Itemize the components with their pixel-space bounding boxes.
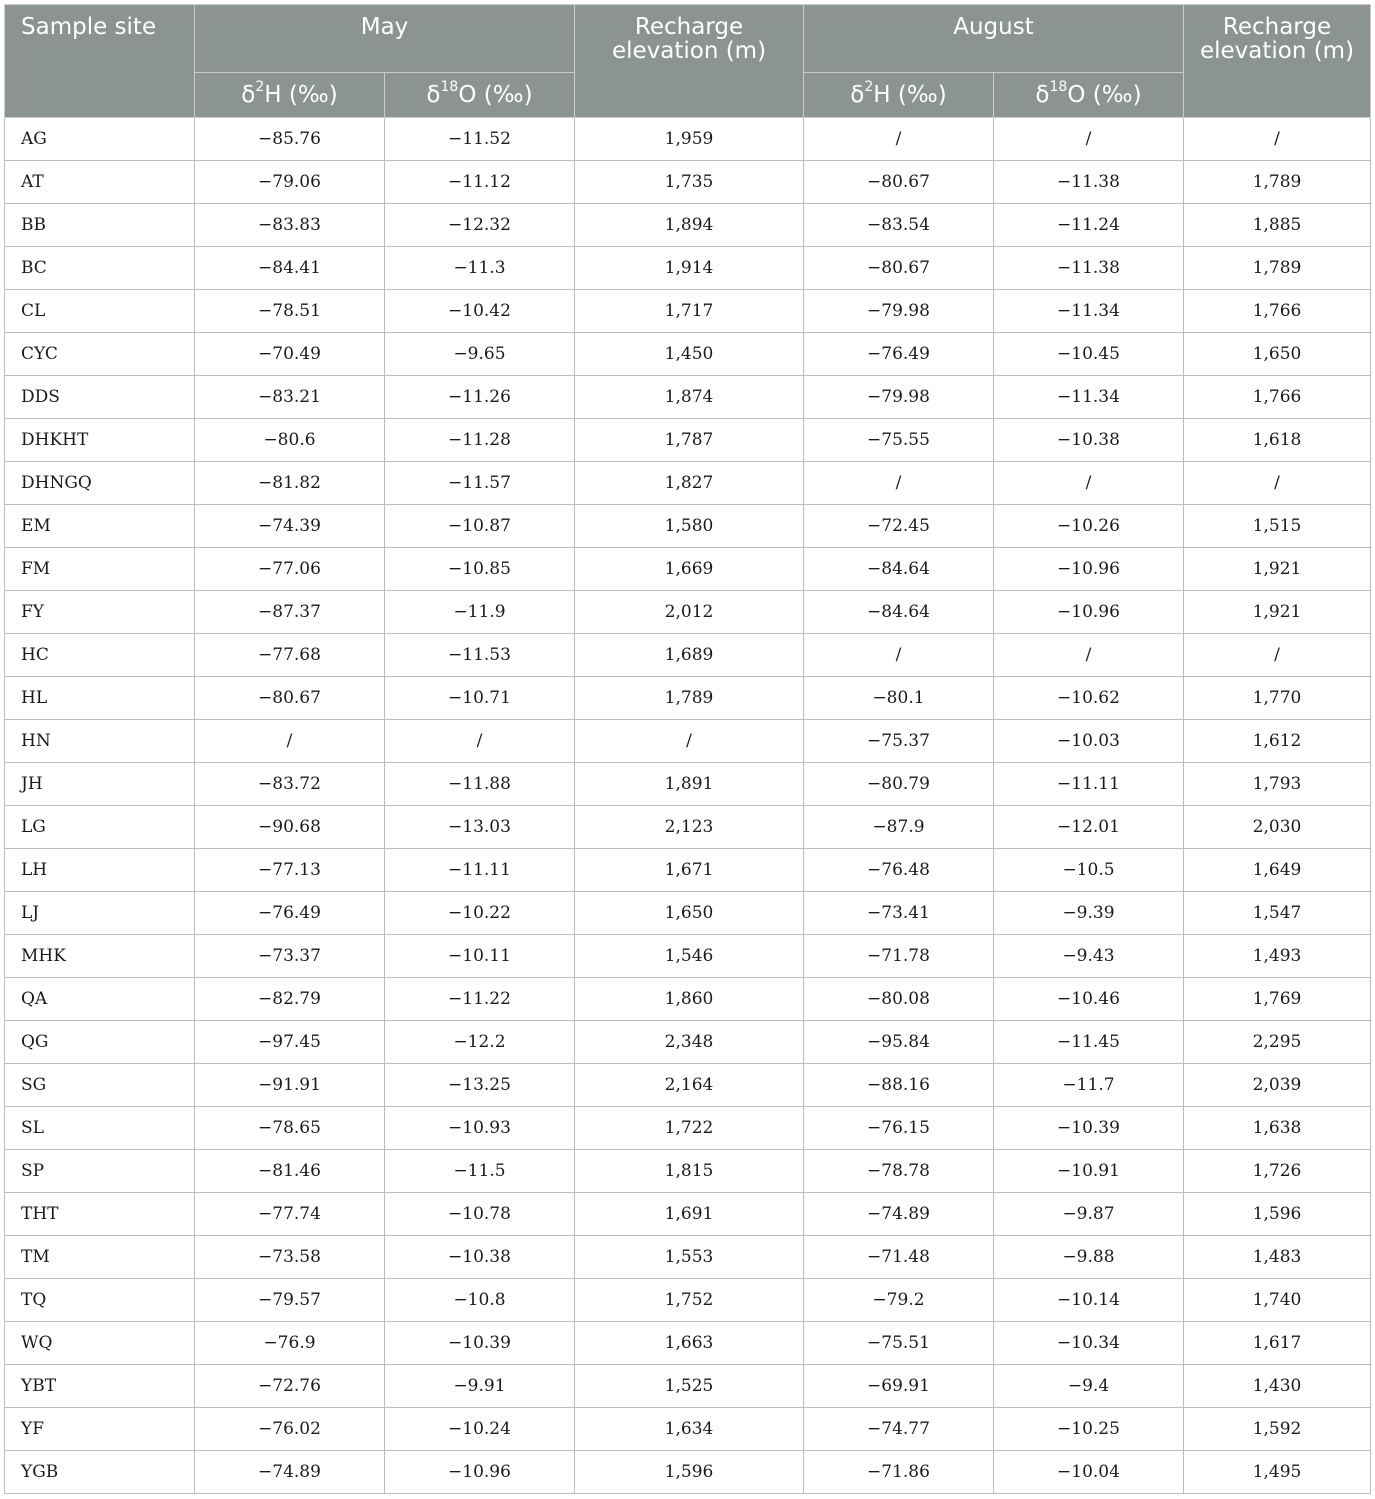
cell-august-d18o: −11.38 bbox=[994, 247, 1184, 290]
cell-august-d2h: −78.78 bbox=[804, 1150, 994, 1193]
cell-may-d2h: −74.39 bbox=[195, 505, 385, 548]
cell-may-recharge: 1,546 bbox=[575, 935, 804, 978]
cell-may-d2h: −77.74 bbox=[195, 1193, 385, 1236]
cell-may-d2h: −85.76 bbox=[195, 118, 385, 161]
cell-may-d18o: −9.65 bbox=[385, 333, 575, 376]
cell-may-d18o: −10.22 bbox=[385, 892, 575, 935]
cell-august-d18o: −11.38 bbox=[994, 161, 1184, 204]
cell-may-recharge: 1,752 bbox=[575, 1279, 804, 1322]
header-recharge-line1: Recharge bbox=[1222, 14, 1332, 40]
header-may-d18o: $\delta^{18}O$ (‰) bbox=[385, 73, 575, 118]
cell-may-d2h: −83.83 bbox=[195, 204, 385, 247]
cell-august-recharge: 1,495 bbox=[1184, 1451, 1371, 1494]
cell-august-recharge: 1,547 bbox=[1184, 892, 1371, 935]
cell-august-recharge: 1,770 bbox=[1184, 677, 1371, 720]
header-august-d18o: $\delta^{18}O$ (‰) bbox=[994, 73, 1184, 118]
cell-may-d18o: −10.96 bbox=[385, 1451, 575, 1494]
cell-august-d2h: / bbox=[804, 462, 994, 505]
cell-may-d18o: −11.28 bbox=[385, 419, 575, 462]
table-row bbox=[5, 333, 1371, 376]
cell-august-d18o: −9.39 bbox=[994, 892, 1184, 935]
cell-may-recharge: 2,348 bbox=[575, 1021, 804, 1064]
cell-august-d18o: −12.01 bbox=[994, 806, 1184, 849]
table-row bbox=[5, 763, 1371, 806]
table-row bbox=[5, 419, 1371, 462]
cell-august-d18o: −9.4 bbox=[994, 1365, 1184, 1408]
cell-august-recharge: 1,793 bbox=[1184, 763, 1371, 806]
cell-may-d18o: −10.38 bbox=[385, 1236, 575, 1279]
cell-may-recharge: 1,717 bbox=[575, 290, 804, 333]
cell-may-d2h: −79.06 bbox=[195, 161, 385, 204]
header-august: August bbox=[804, 5, 1184, 73]
cell-august-recharge: 1,638 bbox=[1184, 1107, 1371, 1150]
cell-august-d2h: −74.77 bbox=[804, 1408, 994, 1451]
cell-site: AT bbox=[5, 161, 195, 204]
cell-august-d2h: −74.89 bbox=[804, 1193, 994, 1236]
cell-august-d18o: −9.43 bbox=[994, 935, 1184, 978]
cell-site: BC bbox=[5, 247, 195, 290]
cell-may-d2h: −87.37 bbox=[195, 591, 385, 634]
cell-august-d2h: −88.16 bbox=[804, 1064, 994, 1107]
cell-site: LH bbox=[5, 849, 195, 892]
cell-site: LJ bbox=[5, 892, 195, 935]
cell-august-recharge: 1,921 bbox=[1184, 591, 1371, 634]
cell-august-d18o: −11.24 bbox=[994, 204, 1184, 247]
table-row bbox=[5, 548, 1371, 591]
cell-may-recharge: 1,596 bbox=[575, 1451, 804, 1494]
cell-site: EM bbox=[5, 505, 195, 548]
cell-august-d18o: −9.87 bbox=[994, 1193, 1184, 1236]
cell-may-d2h: −83.72 bbox=[195, 763, 385, 806]
cell-august-recharge: 1,430 bbox=[1184, 1365, 1371, 1408]
cell-may-d18o: −11.57 bbox=[385, 462, 575, 505]
table-row bbox=[5, 1451, 1371, 1494]
cell-site: SP bbox=[5, 1150, 195, 1193]
cell-may-d18o: −11.53 bbox=[385, 634, 575, 677]
cell-august-d18o: −11.7 bbox=[994, 1064, 1184, 1107]
cell-may-d18o: −11.22 bbox=[385, 978, 575, 1021]
cell-may-recharge: 1,450 bbox=[575, 333, 804, 376]
cell-may-recharge: 2,012 bbox=[575, 591, 804, 634]
cell-august-d2h: −76.48 bbox=[804, 849, 994, 892]
cell-may-recharge: 1,650 bbox=[575, 892, 804, 935]
cell-may-d2h: −78.65 bbox=[195, 1107, 385, 1150]
cell-may-recharge: 1,671 bbox=[575, 849, 804, 892]
cell-site: HN bbox=[5, 720, 195, 763]
cell-may-d2h: −74.89 bbox=[195, 1451, 385, 1494]
table-row bbox=[5, 634, 1371, 677]
cell-august-recharge: 1,515 bbox=[1184, 505, 1371, 548]
isotope-table-container bbox=[4, 4, 1370, 1494]
cell-may-d18o: −12.32 bbox=[385, 204, 575, 247]
header-august-d2h: $\delta^2H$ (‰) bbox=[804, 73, 994, 118]
cell-may-d2h: −83.21 bbox=[195, 376, 385, 419]
cell-august-recharge: 1,483 bbox=[1184, 1236, 1371, 1279]
cell-august-d18o: / bbox=[994, 462, 1184, 505]
cell-may-recharge: 1,894 bbox=[575, 204, 804, 247]
cell-august-d18o: −10.25 bbox=[994, 1408, 1184, 1451]
cell-august-recharge: 2,295 bbox=[1184, 1021, 1371, 1064]
cell-site: SG bbox=[5, 1064, 195, 1107]
cell-site: LG bbox=[5, 806, 195, 849]
cell-august-d2h: −80.67 bbox=[804, 161, 994, 204]
cell-august-d2h: −79.98 bbox=[804, 290, 994, 333]
cell-may-recharge: 1,874 bbox=[575, 376, 804, 419]
header-recharge-line2: elevation (m) bbox=[1199, 38, 1355, 64]
cell-may-recharge: 1,663 bbox=[575, 1322, 804, 1365]
table-row bbox=[5, 118, 1371, 161]
cell-august-recharge: 1,649 bbox=[1184, 849, 1371, 892]
cell-august-d2h: −71.86 bbox=[804, 1451, 994, 1494]
cell-may-d18o: −10.24 bbox=[385, 1408, 575, 1451]
cell-august-d2h: −80.67 bbox=[804, 247, 994, 290]
cell-august-d18o: −9.88 bbox=[994, 1236, 1184, 1279]
table-row bbox=[5, 1408, 1371, 1451]
cell-may-d2h: −80.6 bbox=[195, 419, 385, 462]
cell-august-d18o: −10.04 bbox=[994, 1451, 1184, 1494]
table-header bbox=[5, 5, 1371, 118]
cell-may-d18o: −10.85 bbox=[385, 548, 575, 591]
cell-may-d2h: −79.57 bbox=[195, 1279, 385, 1322]
cell-august-recharge: 1,766 bbox=[1184, 290, 1371, 333]
cell-august-d18o: −11.34 bbox=[994, 376, 1184, 419]
cell-may-d2h: −91.91 bbox=[195, 1064, 385, 1107]
header-recharge-elevation-may bbox=[575, 5, 804, 118]
table-row bbox=[5, 1322, 1371, 1365]
cell-may-d18o: −10.78 bbox=[385, 1193, 575, 1236]
cell-august-d2h: −80.08 bbox=[804, 978, 994, 1021]
cell-august-d18o: −10.62 bbox=[994, 677, 1184, 720]
cell-may-d2h: −77.13 bbox=[195, 849, 385, 892]
cell-may-recharge: / bbox=[575, 720, 804, 763]
cell-may-d18o: −12.2 bbox=[385, 1021, 575, 1064]
table-row bbox=[5, 1064, 1371, 1107]
cell-august-recharge: / bbox=[1184, 634, 1371, 677]
table-row bbox=[5, 849, 1371, 892]
cell-august-d2h: −76.15 bbox=[804, 1107, 994, 1150]
table-row bbox=[5, 505, 1371, 548]
cell-may-recharge: 2,164 bbox=[575, 1064, 804, 1107]
cell-august-d2h: −80.1 bbox=[804, 677, 994, 720]
cell-site: MHK bbox=[5, 935, 195, 978]
cell-august-recharge: 1,921 bbox=[1184, 548, 1371, 591]
cell-may-recharge: 1,669 bbox=[575, 548, 804, 591]
table-row bbox=[5, 1236, 1371, 1279]
header-sample-site: Sample site bbox=[5, 5, 195, 118]
cell-site: JH bbox=[5, 763, 195, 806]
cell-may-d2h: / bbox=[195, 720, 385, 763]
cell-august-d2h: −72.45 bbox=[804, 505, 994, 548]
cell-august-d2h: −71.78 bbox=[804, 935, 994, 978]
table-row bbox=[5, 247, 1371, 290]
table-row bbox=[5, 161, 1371, 204]
table-row bbox=[5, 892, 1371, 935]
cell-may-d18o: −11.11 bbox=[385, 849, 575, 892]
cell-may-recharge: 1,634 bbox=[575, 1408, 804, 1451]
cell-august-d18o: −10.45 bbox=[994, 333, 1184, 376]
cell-site: DHKHT bbox=[5, 419, 195, 462]
cell-may-d2h: −81.82 bbox=[195, 462, 385, 505]
cell-may-d2h: −73.37 bbox=[195, 935, 385, 978]
cell-august-recharge: 2,039 bbox=[1184, 1064, 1371, 1107]
cell-august-d2h: −83.54 bbox=[804, 204, 994, 247]
cell-august-d18o: −10.39 bbox=[994, 1107, 1184, 1150]
cell-may-d2h: −76.49 bbox=[195, 892, 385, 935]
cell-august-d2h: −75.55 bbox=[804, 419, 994, 462]
cell-may-d2h: −73.58 bbox=[195, 1236, 385, 1279]
table-row bbox=[5, 806, 1371, 849]
cell-may-d18o: −13.03 bbox=[385, 806, 575, 849]
cell-may-d18o: −11.5 bbox=[385, 1150, 575, 1193]
header-recharge-elevation-august bbox=[1184, 5, 1371, 118]
header-may-d2h: $\delta^2H$ (‰) bbox=[195, 73, 385, 118]
cell-august-d2h: −95.84 bbox=[804, 1021, 994, 1064]
cell-may-d18o: −10.42 bbox=[385, 290, 575, 333]
cell-august-recharge: 1,769 bbox=[1184, 978, 1371, 1021]
table-row bbox=[5, 677, 1371, 720]
cell-august-recharge: 1,726 bbox=[1184, 1150, 1371, 1193]
cell-site: CL bbox=[5, 290, 195, 333]
cell-may-d2h: −80.67 bbox=[195, 677, 385, 720]
table-row bbox=[5, 462, 1371, 505]
cell-august-recharge: 1,789 bbox=[1184, 161, 1371, 204]
table-row bbox=[5, 720, 1371, 763]
cell-august-recharge: 1,740 bbox=[1184, 1279, 1371, 1322]
cell-may-d2h: −76.02 bbox=[195, 1408, 385, 1451]
cell-site: TM bbox=[5, 1236, 195, 1279]
header-may: May bbox=[195, 5, 575, 73]
cell-august-recharge: 1,618 bbox=[1184, 419, 1371, 462]
cell-august-d18o: −10.14 bbox=[994, 1279, 1184, 1322]
cell-site: CYC bbox=[5, 333, 195, 376]
cell-may-recharge: 1,787 bbox=[575, 419, 804, 462]
cell-august-d2h: −76.49 bbox=[804, 333, 994, 376]
cell-august-d2h: −71.48 bbox=[804, 1236, 994, 1279]
cell-may-recharge: 1,722 bbox=[575, 1107, 804, 1150]
cell-site: DHNGQ bbox=[5, 462, 195, 505]
cell-may-d18o: / bbox=[385, 720, 575, 763]
cell-may-d18o: −11.9 bbox=[385, 591, 575, 634]
cell-may-d18o: −11.88 bbox=[385, 763, 575, 806]
table-row bbox=[5, 204, 1371, 247]
cell-august-d18o: −10.03 bbox=[994, 720, 1184, 763]
cell-site: YGB bbox=[5, 1451, 195, 1494]
table-row bbox=[5, 1021, 1371, 1064]
cell-may-recharge: 1,735 bbox=[575, 161, 804, 204]
table-row bbox=[5, 1193, 1371, 1236]
cell-may-recharge: 1,689 bbox=[575, 634, 804, 677]
cell-may-d18o: −11.26 bbox=[385, 376, 575, 419]
cell-site: AG bbox=[5, 118, 195, 161]
table-body bbox=[5, 118, 1371, 1494]
cell-august-d18o: −10.26 bbox=[994, 505, 1184, 548]
cell-august-recharge: 1,592 bbox=[1184, 1408, 1371, 1451]
cell-may-d2h: −84.41 bbox=[195, 247, 385, 290]
cell-august-d2h: −80.79 bbox=[804, 763, 994, 806]
table-row bbox=[5, 935, 1371, 978]
cell-site: DDS bbox=[5, 376, 195, 419]
cell-may-d18o: −10.39 bbox=[385, 1322, 575, 1365]
cell-may-d2h: −77.06 bbox=[195, 548, 385, 591]
table-row bbox=[5, 1279, 1371, 1322]
cell-may-d2h: −76.9 bbox=[195, 1322, 385, 1365]
cell-may-d18o: −13.25 bbox=[385, 1064, 575, 1107]
isotope-data-table bbox=[4, 4, 1371, 1494]
cell-august-d2h: / bbox=[804, 634, 994, 677]
table-row bbox=[5, 1107, 1371, 1150]
cell-may-recharge: 1,553 bbox=[575, 1236, 804, 1279]
cell-may-d18o: −10.11 bbox=[385, 935, 575, 978]
cell-august-recharge: 1,885 bbox=[1184, 204, 1371, 247]
cell-site: HL bbox=[5, 677, 195, 720]
cell-may-recharge: 1,815 bbox=[575, 1150, 804, 1193]
cell-site: QG bbox=[5, 1021, 195, 1064]
cell-august-d2h: −75.37 bbox=[804, 720, 994, 763]
cell-august-d18o: −10.91 bbox=[994, 1150, 1184, 1193]
cell-august-recharge: 2,030 bbox=[1184, 806, 1371, 849]
cell-may-d2h: −78.51 bbox=[195, 290, 385, 333]
cell-site: QA bbox=[5, 978, 195, 1021]
cell-may-d18o: −11.52 bbox=[385, 118, 575, 161]
cell-august-recharge: / bbox=[1184, 462, 1371, 505]
cell-may-d2h: −77.68 bbox=[195, 634, 385, 677]
cell-august-d2h: −84.64 bbox=[804, 548, 994, 591]
table-row bbox=[5, 290, 1371, 333]
cell-site: YF bbox=[5, 1408, 195, 1451]
cell-may-recharge: 1,580 bbox=[575, 505, 804, 548]
cell-august-d2h: −73.41 bbox=[804, 892, 994, 935]
cell-may-recharge: 1,827 bbox=[575, 462, 804, 505]
cell-may-d18o: −10.8 bbox=[385, 1279, 575, 1322]
cell-august-d2h: −75.51 bbox=[804, 1322, 994, 1365]
cell-may-recharge: 1,891 bbox=[575, 763, 804, 806]
cell-august-recharge: 1,612 bbox=[1184, 720, 1371, 763]
cell-may-recharge: 1,959 bbox=[575, 118, 804, 161]
cell-may-d2h: −70.49 bbox=[195, 333, 385, 376]
cell-may-d18o: −10.87 bbox=[385, 505, 575, 548]
cell-august-d18o: −10.96 bbox=[994, 548, 1184, 591]
cell-may-recharge: 2,123 bbox=[575, 806, 804, 849]
cell-site: YBT bbox=[5, 1365, 195, 1408]
table-row bbox=[5, 591, 1371, 634]
cell-august-d18o: −10.34 bbox=[994, 1322, 1184, 1365]
cell-may-d18o: −11.3 bbox=[385, 247, 575, 290]
table-row bbox=[5, 1365, 1371, 1408]
cell-may-d2h: −81.46 bbox=[195, 1150, 385, 1193]
cell-site: SL bbox=[5, 1107, 195, 1150]
cell-august-d18o: −10.38 bbox=[994, 419, 1184, 462]
cell-may-d2h: −97.45 bbox=[195, 1021, 385, 1064]
cell-august-d18o: −11.45 bbox=[994, 1021, 1184, 1064]
table-row bbox=[5, 978, 1371, 1021]
cell-may-d2h: −90.68 bbox=[195, 806, 385, 849]
cell-site: THT bbox=[5, 1193, 195, 1236]
cell-august-d18o: −10.96 bbox=[994, 591, 1184, 634]
cell-august-recharge: 1,650 bbox=[1184, 333, 1371, 376]
cell-august-d2h: −79.98 bbox=[804, 376, 994, 419]
cell-august-recharge: 1,766 bbox=[1184, 376, 1371, 419]
cell-august-d18o: −10.5 bbox=[994, 849, 1184, 892]
cell-august-d2h: −84.64 bbox=[804, 591, 994, 634]
cell-may-d18o: −9.91 bbox=[385, 1365, 575, 1408]
header-recharge-line2: elevation (m) bbox=[611, 38, 767, 64]
cell-site: FY bbox=[5, 591, 195, 634]
cell-august-d18o: −11.11 bbox=[994, 763, 1184, 806]
cell-site: TQ bbox=[5, 1279, 195, 1322]
cell-may-d18o: −10.93 bbox=[385, 1107, 575, 1150]
cell-august-recharge: 1,596 bbox=[1184, 1193, 1371, 1236]
table-row bbox=[5, 376, 1371, 419]
header-recharge-line1: Recharge bbox=[634, 14, 744, 40]
cell-august-d2h: −79.2 bbox=[804, 1279, 994, 1322]
cell-august-d18o: / bbox=[994, 118, 1184, 161]
cell-may-d2h: −82.79 bbox=[195, 978, 385, 1021]
cell-august-d2h: / bbox=[804, 118, 994, 161]
cell-site: WQ bbox=[5, 1322, 195, 1365]
cell-august-recharge: 1,493 bbox=[1184, 935, 1371, 978]
cell-may-d18o: −10.71 bbox=[385, 677, 575, 720]
cell-august-d2h: −87.9 bbox=[804, 806, 994, 849]
cell-august-recharge: 1,617 bbox=[1184, 1322, 1371, 1365]
cell-site: HC bbox=[5, 634, 195, 677]
cell-august-recharge: / bbox=[1184, 118, 1371, 161]
cell-august-d2h: −69.91 bbox=[804, 1365, 994, 1408]
cell-may-recharge: 1,860 bbox=[575, 978, 804, 1021]
cell-may-d18o: −11.12 bbox=[385, 161, 575, 204]
cell-site: FM bbox=[5, 548, 195, 591]
cell-may-d2h: −72.76 bbox=[195, 1365, 385, 1408]
cell-august-d18o: −10.46 bbox=[994, 978, 1184, 1021]
table-row bbox=[5, 1150, 1371, 1193]
cell-site: BB bbox=[5, 204, 195, 247]
cell-august-d18o: −11.34 bbox=[994, 290, 1184, 333]
cell-may-recharge: 1,691 bbox=[575, 1193, 804, 1236]
cell-may-recharge: 1,789 bbox=[575, 677, 804, 720]
cell-may-recharge: 1,914 bbox=[575, 247, 804, 290]
cell-may-recharge: 1,525 bbox=[575, 1365, 804, 1408]
cell-august-recharge: 1,789 bbox=[1184, 247, 1371, 290]
cell-august-d18o: / bbox=[994, 634, 1184, 677]
